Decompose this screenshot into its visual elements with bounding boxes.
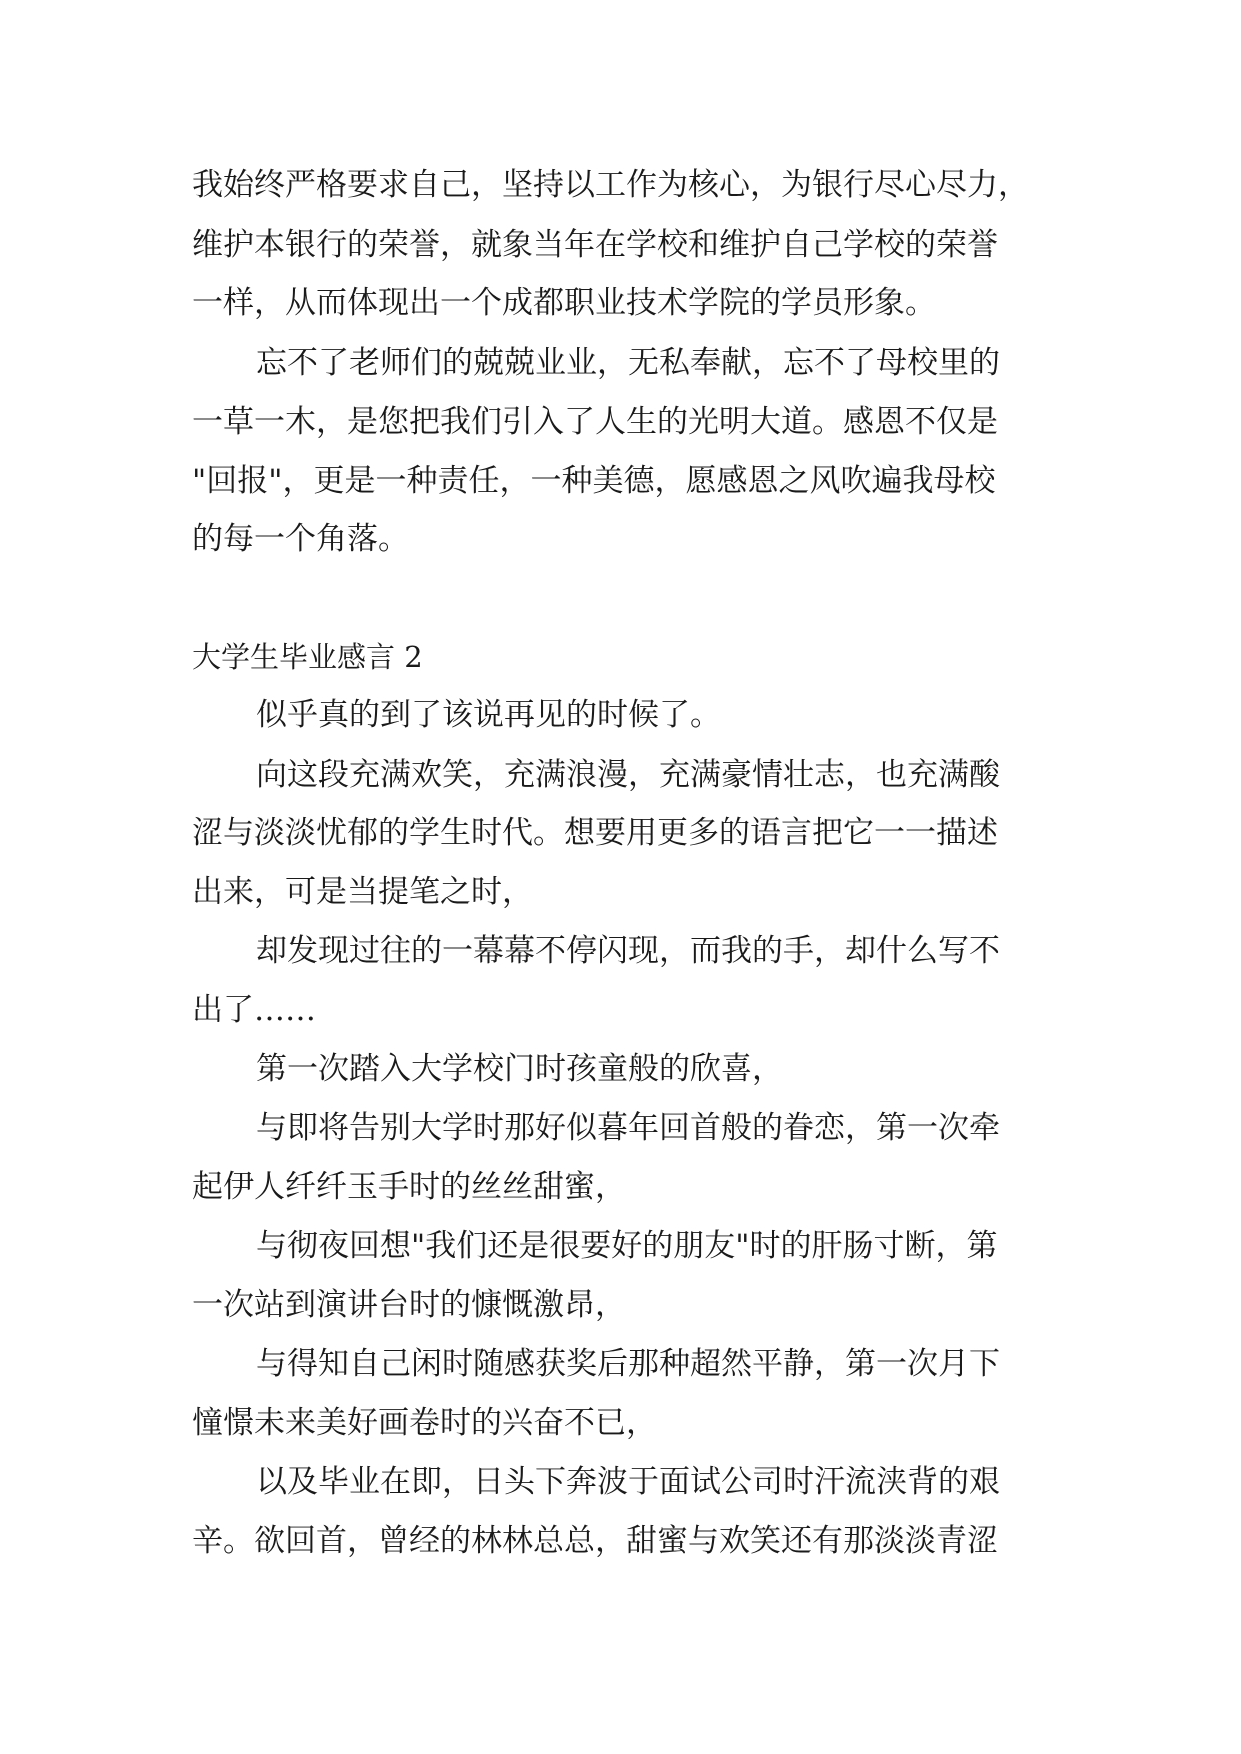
section-line-10: 与彻夜回想"我们还是很要好的朋友"时的肝肠寸断，第 xyxy=(256,1228,998,1264)
section-line-4: 出来，可是当提笔之时， xyxy=(192,874,533,910)
section-line-5: 却发现过往的一幕幕不停闪现，而我的手，却什么写不 xyxy=(256,933,1000,969)
section-line-1: 似乎真的到了该说再见的时候了。 xyxy=(256,697,721,733)
section-line-12: 与得知自己闲时随感获奖后那种超然平静，第一次月下 xyxy=(256,1346,1000,1382)
section-line-9: 起伊人纤纤玉手时的丝丝甜蜜， xyxy=(192,1169,626,1205)
section-line-13: 憧憬未来美好画卷时的兴奋不已， xyxy=(192,1405,657,1441)
section-line-2: 向这段充满欢笑，充满浪漫，充满豪情壮志，也充满酸 xyxy=(256,757,1000,793)
paragraph-2-line-3: "回报"，更是一种责任，一种美德，愿感恩之风吹遍我母校 xyxy=(192,463,996,499)
paragraph-2-line-2: 一草一木，是您把我们引入了人生的光明大道。感恩不仅是 xyxy=(192,404,998,440)
section-line-6: 出了…… xyxy=(192,992,316,1028)
section-line-7: 第一次踏入大学校门时孩童般的欣喜， xyxy=(256,1051,783,1087)
section-line-14: 以及毕业在即，日头下奔波于面试公司时汗流浃背的艰 xyxy=(256,1464,1000,1500)
paragraph-2-line-1: 忘不了老师们的兢兢业业，无私奉献，忘不了母校里的 xyxy=(256,345,1000,381)
section-line-8: 与即将告别大学时那好似暮年回首般的眷恋，第一次牵 xyxy=(256,1110,1000,1146)
paragraph-1-line-2: 维护本银行的荣誉，就象当年在学校和维护自己学校的荣誉 xyxy=(192,227,998,263)
section-line-3: 涩与淡淡忧郁的学生时代。想要用更多的语言把它一一描述 xyxy=(192,815,998,851)
paragraph-1-line-1: 我始终严格要求自己，坚持以工作为核心，为银行尽心尽力， xyxy=(192,167,1029,203)
paragraph-2-line-4: 的每一个角落。 xyxy=(192,521,409,557)
paragraph-1-line-3: 一样，从而体现出一个成都职业技术学院的学员形象。 xyxy=(192,285,936,321)
section-line-11: 一次站到演讲台时的慷慨激昂， xyxy=(192,1287,626,1323)
section-heading: 大学生毕业感言 2 xyxy=(192,640,423,674)
section-line-15: 辛。欲回首，曾经的林林总总，甜蜜与欢笑还有那淡淡青涩 xyxy=(192,1523,998,1559)
